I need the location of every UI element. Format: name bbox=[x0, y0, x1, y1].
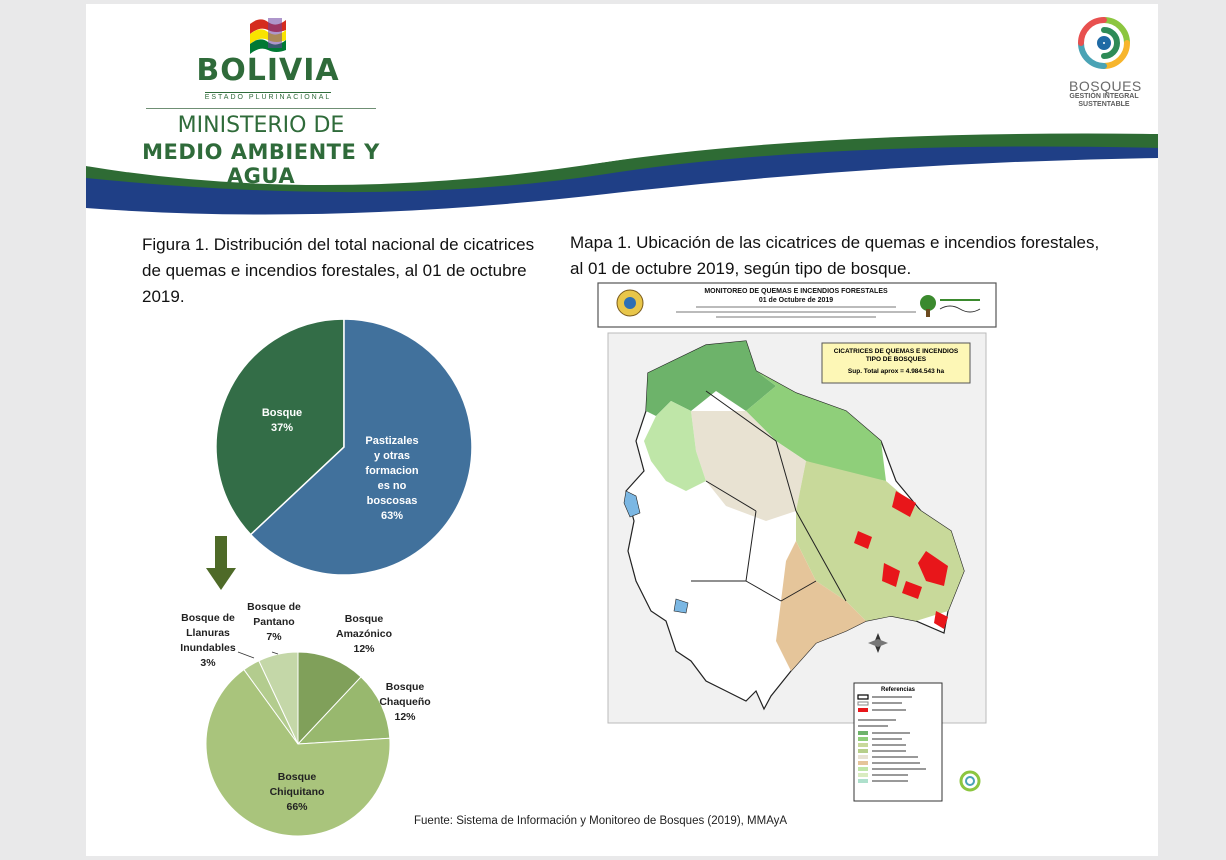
label-llanuras-pct: 3% bbox=[200, 657, 216, 669]
label-chiquitano-pct: 66% bbox=[286, 801, 308, 813]
map-logo-spiral-icon bbox=[961, 772, 979, 790]
pie-chart-total bbox=[214, 304, 474, 594]
label-chiquitano bbox=[264, 770, 330, 815]
bolivia-flag-icon bbox=[246, 14, 290, 54]
label-llanuras-l1: Bosque de bbox=[181, 612, 235, 624]
bosques-logo-sub2: SUSTENTABLE bbox=[1078, 101, 1130, 108]
label-amazonico-l2: Amazónico bbox=[335, 628, 392, 640]
label-chaqueno-l1: Bosque bbox=[385, 681, 425, 693]
source-note: Fuente: Sistema de Información y Monitoreo de Bosques (2019), MMAyA bbox=[414, 815, 788, 827]
logo-country-name: BOLIVIA bbox=[196, 53, 340, 88]
label-chaqueno-l2: Chaqueño bbox=[379, 696, 431, 708]
label-amazonico-pct: 12% bbox=[353, 643, 375, 655]
spiral-leaves-icon bbox=[1073, 12, 1135, 74]
label-amazonico-l1: Bosque bbox=[344, 613, 384, 625]
label-llanuras-l3: Inundables bbox=[180, 642, 236, 654]
bosques-logo bbox=[1069, 12, 1142, 109]
label-pastizales-l5: boscosas bbox=[366, 495, 418, 507]
label-pastizales-l4: es no bbox=[377, 480, 407, 492]
coat-of-arms-icon bbox=[617, 290, 643, 316]
label-pastizales-l3: formacion bbox=[365, 465, 419, 477]
arrow-down-icon bbox=[206, 536, 236, 592]
label-pantano bbox=[244, 600, 304, 645]
leader-line bbox=[272, 652, 278, 654]
label-chiquitano-l2: Chiquitano bbox=[269, 786, 325, 798]
label-pantano-l1: Bosque de bbox=[247, 601, 301, 613]
map-box-line1: CICATRICES DE QUEMAS E INCENDIOS bbox=[833, 348, 959, 355]
label-pastizales-l1: Pastizales bbox=[365, 435, 419, 447]
label-llanuras-l2: Llanuras bbox=[186, 627, 230, 639]
map-box-line3: Sup. Total aprox = 4.984.543 ha bbox=[847, 368, 945, 375]
label-amazonico bbox=[334, 612, 394, 657]
label-bosque bbox=[252, 406, 312, 436]
label-pastizales-pct: 63% bbox=[380, 510, 404, 522]
bosques-logo-title: BOSQUES bbox=[1069, 78, 1142, 94]
label-chiquitano-l1: Bosque bbox=[277, 771, 317, 783]
bolivia-logo bbox=[178, 14, 358, 104]
ministry-line-2: MEDIO AMBIENTE Y AGUA bbox=[142, 140, 380, 188]
label-bosque-pct: 37% bbox=[270, 422, 294, 434]
label-pastizales bbox=[352, 434, 432, 524]
label-bosque-name: Bosque bbox=[261, 407, 303, 419]
ministry-line-1: MINISTERIO DE bbox=[146, 108, 376, 138]
map-panel bbox=[596, 281, 998, 809]
map-header-date: 01 de Octubre de 2019 bbox=[758, 297, 834, 304]
map-box-line2: TIPO DE BOSQUES bbox=[865, 356, 927, 363]
bosques-logo-sub1: GESTIÓN INTEGRAL bbox=[1069, 93, 1139, 100]
map-image bbox=[596, 281, 998, 809]
label-pantano-l2: Pantano bbox=[253, 616, 295, 628]
label-llanuras bbox=[176, 611, 240, 671]
label-pantano-pct: 7% bbox=[266, 631, 282, 643]
map-header-title: MONITOREO DE QUEMAS E INCENDIOS FORESTALES bbox=[704, 288, 888, 295]
figure-caption: Figura 1. Distribución del total nacional de cicatrices de quemas e incendios forestales, al 01 de octubre 2019. bbox=[142, 235, 535, 306]
label-chaqueno bbox=[374, 680, 436, 725]
logo-country-subtitle: ESTADO PLURINACIONAL bbox=[204, 94, 332, 101]
map-caption: Mapa 1. Ubicación de las cicatrices de quemas e incendios forestales, al 01 de octubre 2019, según tipo de bosque. bbox=[570, 233, 1100, 278]
label-chaqueno-pct: 12% bbox=[394, 711, 416, 723]
slide bbox=[86, 4, 1158, 856]
leader-line bbox=[238, 652, 254, 658]
map-legend-title: Referencias bbox=[880, 687, 916, 693]
label-pastizales-l2: y otras bbox=[373, 450, 411, 462]
